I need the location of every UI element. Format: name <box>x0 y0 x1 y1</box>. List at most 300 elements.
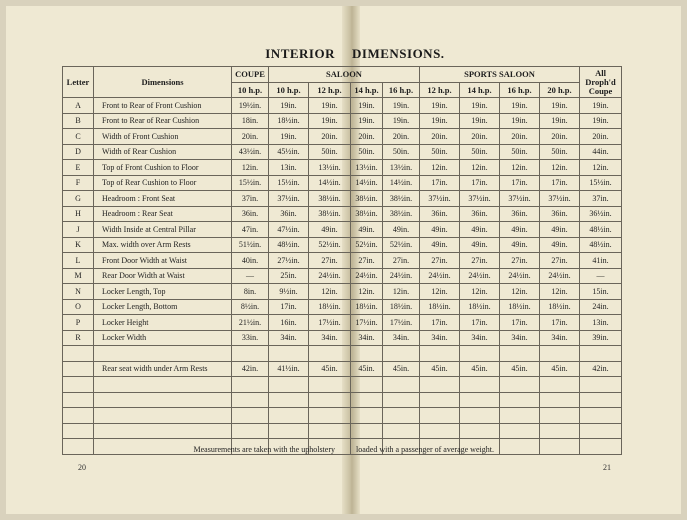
row-letter <box>63 377 94 393</box>
header-hp: 12 h.p. <box>309 82 351 98</box>
cell-value: 17in. <box>420 175 460 191</box>
table-row <box>63 408 622 424</box>
dimensions-table <box>62 66 622 455</box>
row-dimension: Front to Rear of Front Cushion <box>94 98 232 114</box>
cell-value: 17in. <box>500 315 540 331</box>
cell-value <box>232 408 269 424</box>
cell-value <box>580 377 622 393</box>
row-dimension: Locker Height <box>94 315 232 331</box>
cell-value: 12in. <box>500 160 540 176</box>
cell-value <box>500 377 540 393</box>
cell-value: 17½in. <box>383 315 420 331</box>
cell-value: 38½in. <box>383 191 420 207</box>
cell-value <box>540 377 580 393</box>
cell-value: 12in. <box>309 284 351 300</box>
cell-value: 49in. <box>383 222 420 238</box>
cell-value: 36in. <box>420 206 460 222</box>
cell-value: 36in. <box>460 206 500 222</box>
header-dimensions: Dimensions <box>94 67 232 98</box>
cell-value: 50in. <box>309 144 351 160</box>
cell-value: 45in. <box>383 361 420 377</box>
cell-value: 37in. <box>232 191 269 207</box>
cell-value: 13½in. <box>351 160 383 176</box>
cell-value: 19in. <box>269 129 309 145</box>
row-dimension: Width of Front Cushion <box>94 129 232 145</box>
row-letter: J <box>63 222 94 238</box>
footnote-left: Measurements are taken with the upholstery <box>193 445 335 454</box>
cell-value <box>383 392 420 408</box>
cell-value: 12in. <box>580 160 622 176</box>
table-row <box>63 160 622 176</box>
cell-value: 17in. <box>420 315 460 331</box>
row-dimension: Locker Length, Top <box>94 284 232 300</box>
cell-value: 47in. <box>232 222 269 238</box>
table-row <box>63 361 622 377</box>
row-dimension <box>94 392 232 408</box>
cell-value: 12in. <box>460 160 500 176</box>
header-hp: 14 h.p. <box>460 82 500 98</box>
cell-value: 12in. <box>232 160 269 176</box>
cell-value: 27in. <box>420 253 460 269</box>
cell-value: — <box>232 268 269 284</box>
cell-value <box>540 346 580 362</box>
cell-value: 14½in. <box>309 175 351 191</box>
cell-value: 27in. <box>500 253 540 269</box>
row-dimension: Rear seat width under Arm Rests <box>94 361 232 377</box>
row-dimension: Headroom : Front Seat <box>94 191 232 207</box>
cell-value: 18½in. <box>309 299 351 315</box>
cell-value: 17in. <box>460 315 500 331</box>
row-dimension: Locker Length, Bottom <box>94 299 232 315</box>
row-letter: O <box>63 299 94 315</box>
cell-value: 20in. <box>383 129 420 145</box>
cell-value: 16in. <box>269 315 309 331</box>
cell-value: 18½in. <box>500 299 540 315</box>
cell-value: 51½in. <box>232 237 269 253</box>
header-all-droph-coupe: All Droph'd Coupe <box>580 67 622 98</box>
row-letter: A <box>63 98 94 114</box>
row-letter: C <box>63 129 94 145</box>
cell-value: 20in. <box>351 129 383 145</box>
cell-value <box>269 392 309 408</box>
cell-value: 18½in. <box>460 299 500 315</box>
cell-value: 49in. <box>500 237 540 253</box>
row-dimension: Width Inside at Central Pillar <box>94 222 232 238</box>
cell-value: 27in. <box>383 253 420 269</box>
cell-value: 12in. <box>540 284 580 300</box>
cell-value <box>269 377 309 393</box>
cell-value: 49in. <box>460 222 500 238</box>
cell-value: 19in. <box>500 98 540 114</box>
cell-value: 37½in. <box>500 191 540 207</box>
cell-value: 18½in. <box>420 299 460 315</box>
row-letter <box>63 423 94 439</box>
cell-value <box>460 346 500 362</box>
cell-value: 20in. <box>500 129 540 145</box>
cell-value: 24½in. <box>460 268 500 284</box>
cell-value: 52½in. <box>351 237 383 253</box>
cell-value <box>232 423 269 439</box>
header-coupe: COUPE <box>232 67 269 83</box>
cell-value: 19in. <box>580 98 622 114</box>
cell-value <box>580 346 622 362</box>
cell-value: 13in. <box>269 160 309 176</box>
cell-value <box>460 408 500 424</box>
cell-value: 49in. <box>309 222 351 238</box>
cell-value: 18½in. <box>383 299 420 315</box>
cell-value: 34in. <box>460 330 500 346</box>
cell-value: 18½in. <box>269 113 309 129</box>
cell-value: 12in. <box>420 160 460 176</box>
cell-value: 49in. <box>420 222 460 238</box>
cell-value <box>351 408 383 424</box>
table-row <box>63 253 622 269</box>
cell-value: 27½in. <box>269 253 309 269</box>
row-dimension <box>94 377 232 393</box>
table-row <box>63 423 622 439</box>
cell-value: 50in. <box>420 144 460 160</box>
cell-value <box>309 408 351 424</box>
cell-value: 48½in. <box>269 237 309 253</box>
row-dimension <box>94 408 232 424</box>
cell-value: 27in. <box>460 253 500 269</box>
row-dimension: Top of Rear Cushion to Floor <box>94 175 232 191</box>
cell-value: 36in. <box>540 206 580 222</box>
cell-value <box>500 346 540 362</box>
row-dimension: Rear Door Width at Waist <box>94 268 232 284</box>
cell-value: 24½in. <box>500 268 540 284</box>
row-letter: F <box>63 175 94 191</box>
table-row <box>63 206 622 222</box>
cell-value: 34in. <box>420 330 460 346</box>
cell-value <box>500 408 540 424</box>
cell-value: 18½in. <box>351 299 383 315</box>
cell-value: 15in. <box>580 284 622 300</box>
cell-value: 49in. <box>460 237 500 253</box>
cell-value: 52½in. <box>309 237 351 253</box>
cell-value: 15½in. <box>269 175 309 191</box>
cell-value <box>420 423 460 439</box>
cell-value: 36in. <box>232 206 269 222</box>
cell-value: 20in. <box>460 129 500 145</box>
table-row <box>63 129 622 145</box>
row-letter: N <box>63 284 94 300</box>
row-dimension: Headroom : Rear Seat <box>94 206 232 222</box>
row-dimension: Width of Rear Cushion <box>94 144 232 160</box>
cell-value: 12in. <box>351 284 383 300</box>
cell-value: 49in. <box>420 237 460 253</box>
row-letter <box>63 408 94 424</box>
cell-value: 19in. <box>269 98 309 114</box>
table-row <box>63 377 622 393</box>
row-letter: R <box>63 330 94 346</box>
cell-value: 19in. <box>460 113 500 129</box>
table-row <box>63 439 622 455</box>
cell-value: 19in. <box>500 113 540 129</box>
row-letter: M <box>63 268 94 284</box>
header-hp: 12 h.p. <box>420 82 460 98</box>
page-number-left: 20 <box>78 463 86 472</box>
row-letter <box>63 392 94 408</box>
cell-value: 37½in. <box>420 191 460 207</box>
cell-value: 9½in. <box>269 284 309 300</box>
cell-value: 17in. <box>540 315 580 331</box>
cell-value <box>580 423 622 439</box>
header-hp: 16 h.p. <box>383 82 420 98</box>
row-dimension <box>94 346 232 362</box>
cell-value: 13in. <box>580 315 622 331</box>
cell-value <box>232 346 269 362</box>
cell-value: 38½in. <box>351 191 383 207</box>
row-dimension <box>94 423 232 439</box>
cell-value: 39in. <box>580 330 622 346</box>
cell-value <box>383 423 420 439</box>
cell-value: 50in. <box>540 144 580 160</box>
row-letter: P <box>63 315 94 331</box>
cell-value: 37½in. <box>269 191 309 207</box>
table-row <box>63 175 622 191</box>
cell-value <box>309 392 351 408</box>
cell-value: 19in. <box>309 113 351 129</box>
cell-value: 50in. <box>500 144 540 160</box>
cell-value: 14½in. <box>351 175 383 191</box>
row-letter: B <box>63 113 94 129</box>
cell-value: 44in. <box>580 144 622 160</box>
row-letter: G <box>63 191 94 207</box>
cell-value: 49in. <box>540 222 580 238</box>
cell-value <box>232 392 269 408</box>
cell-value: 17in. <box>460 175 500 191</box>
cell-value: 24½in. <box>383 268 420 284</box>
cell-value <box>580 392 622 408</box>
cell-value: 20in. <box>540 129 580 145</box>
cell-value: 24½in. <box>309 268 351 284</box>
cell-value: 24½in. <box>540 268 580 284</box>
cell-value <box>383 377 420 393</box>
cell-value <box>540 392 580 408</box>
cell-value: 38½in. <box>309 206 351 222</box>
cell-value: 19in. <box>351 113 383 129</box>
cell-value: 17½in. <box>351 315 383 331</box>
cell-value: 49in. <box>540 237 580 253</box>
cell-value: 36in. <box>269 206 309 222</box>
table-row <box>63 237 622 253</box>
cell-value: 50in. <box>460 144 500 160</box>
cell-value: 27in. <box>351 253 383 269</box>
row-dimension: Max. width over Arm Rests <box>94 237 232 253</box>
cell-value: 48½in. <box>580 222 622 238</box>
header-sports-saloon: SPORTS SALOON <box>420 67 580 83</box>
row-letter: K <box>63 237 94 253</box>
header-hp: 16 h.p. <box>500 82 540 98</box>
row-letter: H <box>63 206 94 222</box>
cell-value: 18½in. <box>540 299 580 315</box>
cell-value: 24½in. <box>351 268 383 284</box>
row-letter: L <box>63 253 94 269</box>
cell-value <box>540 439 580 455</box>
cell-value: 13½in. <box>309 160 351 176</box>
cell-value <box>460 392 500 408</box>
row-letter <box>63 439 94 455</box>
cell-value <box>580 408 622 424</box>
cell-value <box>309 346 351 362</box>
header-hp: 10 h.p. <box>232 82 269 98</box>
page-number-right: 21 <box>603 463 611 472</box>
cell-value: 25in. <box>269 268 309 284</box>
row-letter: E <box>63 160 94 176</box>
cell-value: 45in. <box>460 361 500 377</box>
cell-value: 45in. <box>500 361 540 377</box>
cell-value: 17in. <box>269 299 309 315</box>
table-row <box>63 98 622 114</box>
cell-value: 40in. <box>232 253 269 269</box>
table-row <box>63 346 622 362</box>
row-letter <box>63 361 94 377</box>
cell-value <box>269 423 309 439</box>
cell-value: 12in. <box>540 160 580 176</box>
header-hp: 14 h.p. <box>351 82 383 98</box>
cell-value: 12in. <box>460 284 500 300</box>
cell-value: 34in. <box>269 330 309 346</box>
cell-value: 41in. <box>580 253 622 269</box>
table-row <box>63 392 622 408</box>
cell-value: 17in. <box>500 175 540 191</box>
cell-value: 47½in. <box>269 222 309 238</box>
cell-value: 34in. <box>383 330 420 346</box>
cell-value: 49in. <box>351 222 383 238</box>
cell-value: 19in. <box>383 113 420 129</box>
cell-value <box>500 423 540 439</box>
cell-value: 33in. <box>232 330 269 346</box>
cell-value <box>351 423 383 439</box>
cell-value: 45in. <box>540 361 580 377</box>
cell-value <box>580 439 622 455</box>
cell-value: 52½in. <box>383 237 420 253</box>
cell-value <box>500 392 540 408</box>
cell-value <box>232 377 269 393</box>
cell-value: 19in. <box>540 113 580 129</box>
cell-value: 45in. <box>351 361 383 377</box>
cell-value: 21½in. <box>232 315 269 331</box>
cell-value: 37in. <box>580 191 622 207</box>
cell-value: 8½in. <box>232 299 269 315</box>
cell-value: 38½in. <box>309 191 351 207</box>
cell-value: 24in. <box>580 299 622 315</box>
cell-value: 12in. <box>500 284 540 300</box>
footnote-right: loaded with a passenger of average weight. <box>356 445 494 454</box>
cell-value <box>460 423 500 439</box>
cell-value: 20in. <box>232 129 269 145</box>
cell-value: 37½in. <box>460 191 500 207</box>
cell-value <box>540 423 580 439</box>
cell-value: 19in. <box>460 98 500 114</box>
cell-value <box>540 408 580 424</box>
cell-value <box>309 423 351 439</box>
cell-value: 15½in. <box>232 175 269 191</box>
cell-value: 24½in. <box>420 268 460 284</box>
cell-value: 34in. <box>351 330 383 346</box>
cell-value: 20in. <box>420 129 460 145</box>
cell-value: 17in. <box>540 175 580 191</box>
cell-value: 19in. <box>309 98 351 114</box>
cell-value: 36in. <box>500 206 540 222</box>
header-letter: Letter <box>63 67 94 98</box>
cell-value <box>420 392 460 408</box>
row-dimension: Locker Width <box>94 330 232 346</box>
cell-value: 8in. <box>232 284 269 300</box>
title-left: INTERIOR <box>265 46 335 61</box>
cell-value <box>269 346 309 362</box>
cell-value: 34in. <box>500 330 540 346</box>
cell-value <box>269 408 309 424</box>
cell-value: 12in. <box>420 284 460 300</box>
cell-value: 42in. <box>580 361 622 377</box>
cell-value: 45in. <box>420 361 460 377</box>
cell-value: 43½in. <box>232 144 269 160</box>
cell-value: 38½in. <box>383 206 420 222</box>
cell-value: 14½in. <box>383 175 420 191</box>
cell-value: 19½in. <box>232 98 269 114</box>
cell-value: 12in. <box>383 284 420 300</box>
cell-value: 20in. <box>580 129 622 145</box>
cell-value: 19in. <box>580 113 622 129</box>
cell-value: 13½in. <box>383 160 420 176</box>
cell-value: — <box>580 268 622 284</box>
cell-value: 45in. <box>309 361 351 377</box>
cell-value: 18in. <box>232 113 269 129</box>
cell-value: 37½in. <box>540 191 580 207</box>
cell-value: 19in. <box>420 113 460 129</box>
cell-value: 17½in. <box>309 315 351 331</box>
table-row <box>63 113 622 129</box>
row-letter: D <box>63 144 94 160</box>
cell-value: 20in. <box>309 129 351 145</box>
table-row <box>63 222 622 238</box>
cell-value: 27in. <box>309 253 351 269</box>
cell-value <box>383 408 420 424</box>
table-row <box>63 268 622 284</box>
cell-value: 41½in. <box>269 361 309 377</box>
cell-value <box>500 439 540 455</box>
header-saloon: SALOON <box>269 67 420 83</box>
header-hp: 10 h.p. <box>269 82 309 98</box>
table-row <box>63 144 622 160</box>
title-right: DIMENSIONS. <box>352 46 445 61</box>
cell-value: 48½in. <box>580 237 622 253</box>
cell-value <box>420 346 460 362</box>
cell-value <box>351 346 383 362</box>
table-row <box>63 330 622 346</box>
cell-value: 49in. <box>500 222 540 238</box>
cell-value <box>420 408 460 424</box>
row-letter <box>63 346 94 362</box>
cell-value <box>460 377 500 393</box>
cell-value: 19in. <box>383 98 420 114</box>
cell-value <box>351 392 383 408</box>
cell-value: 19in. <box>420 98 460 114</box>
cell-value: 50in. <box>383 144 420 160</box>
row-dimension: Top of Front Cushion to Floor <box>94 160 232 176</box>
row-dimension: Front Door Width at Waist <box>94 253 232 269</box>
table-row <box>63 315 622 331</box>
table-row <box>63 191 622 207</box>
cell-value: 15½in. <box>580 175 622 191</box>
cell-value: 34in. <box>540 330 580 346</box>
cell-value: 38½in. <box>351 206 383 222</box>
table-row <box>63 284 622 300</box>
table-row <box>63 299 622 315</box>
cell-value: 42in. <box>232 361 269 377</box>
